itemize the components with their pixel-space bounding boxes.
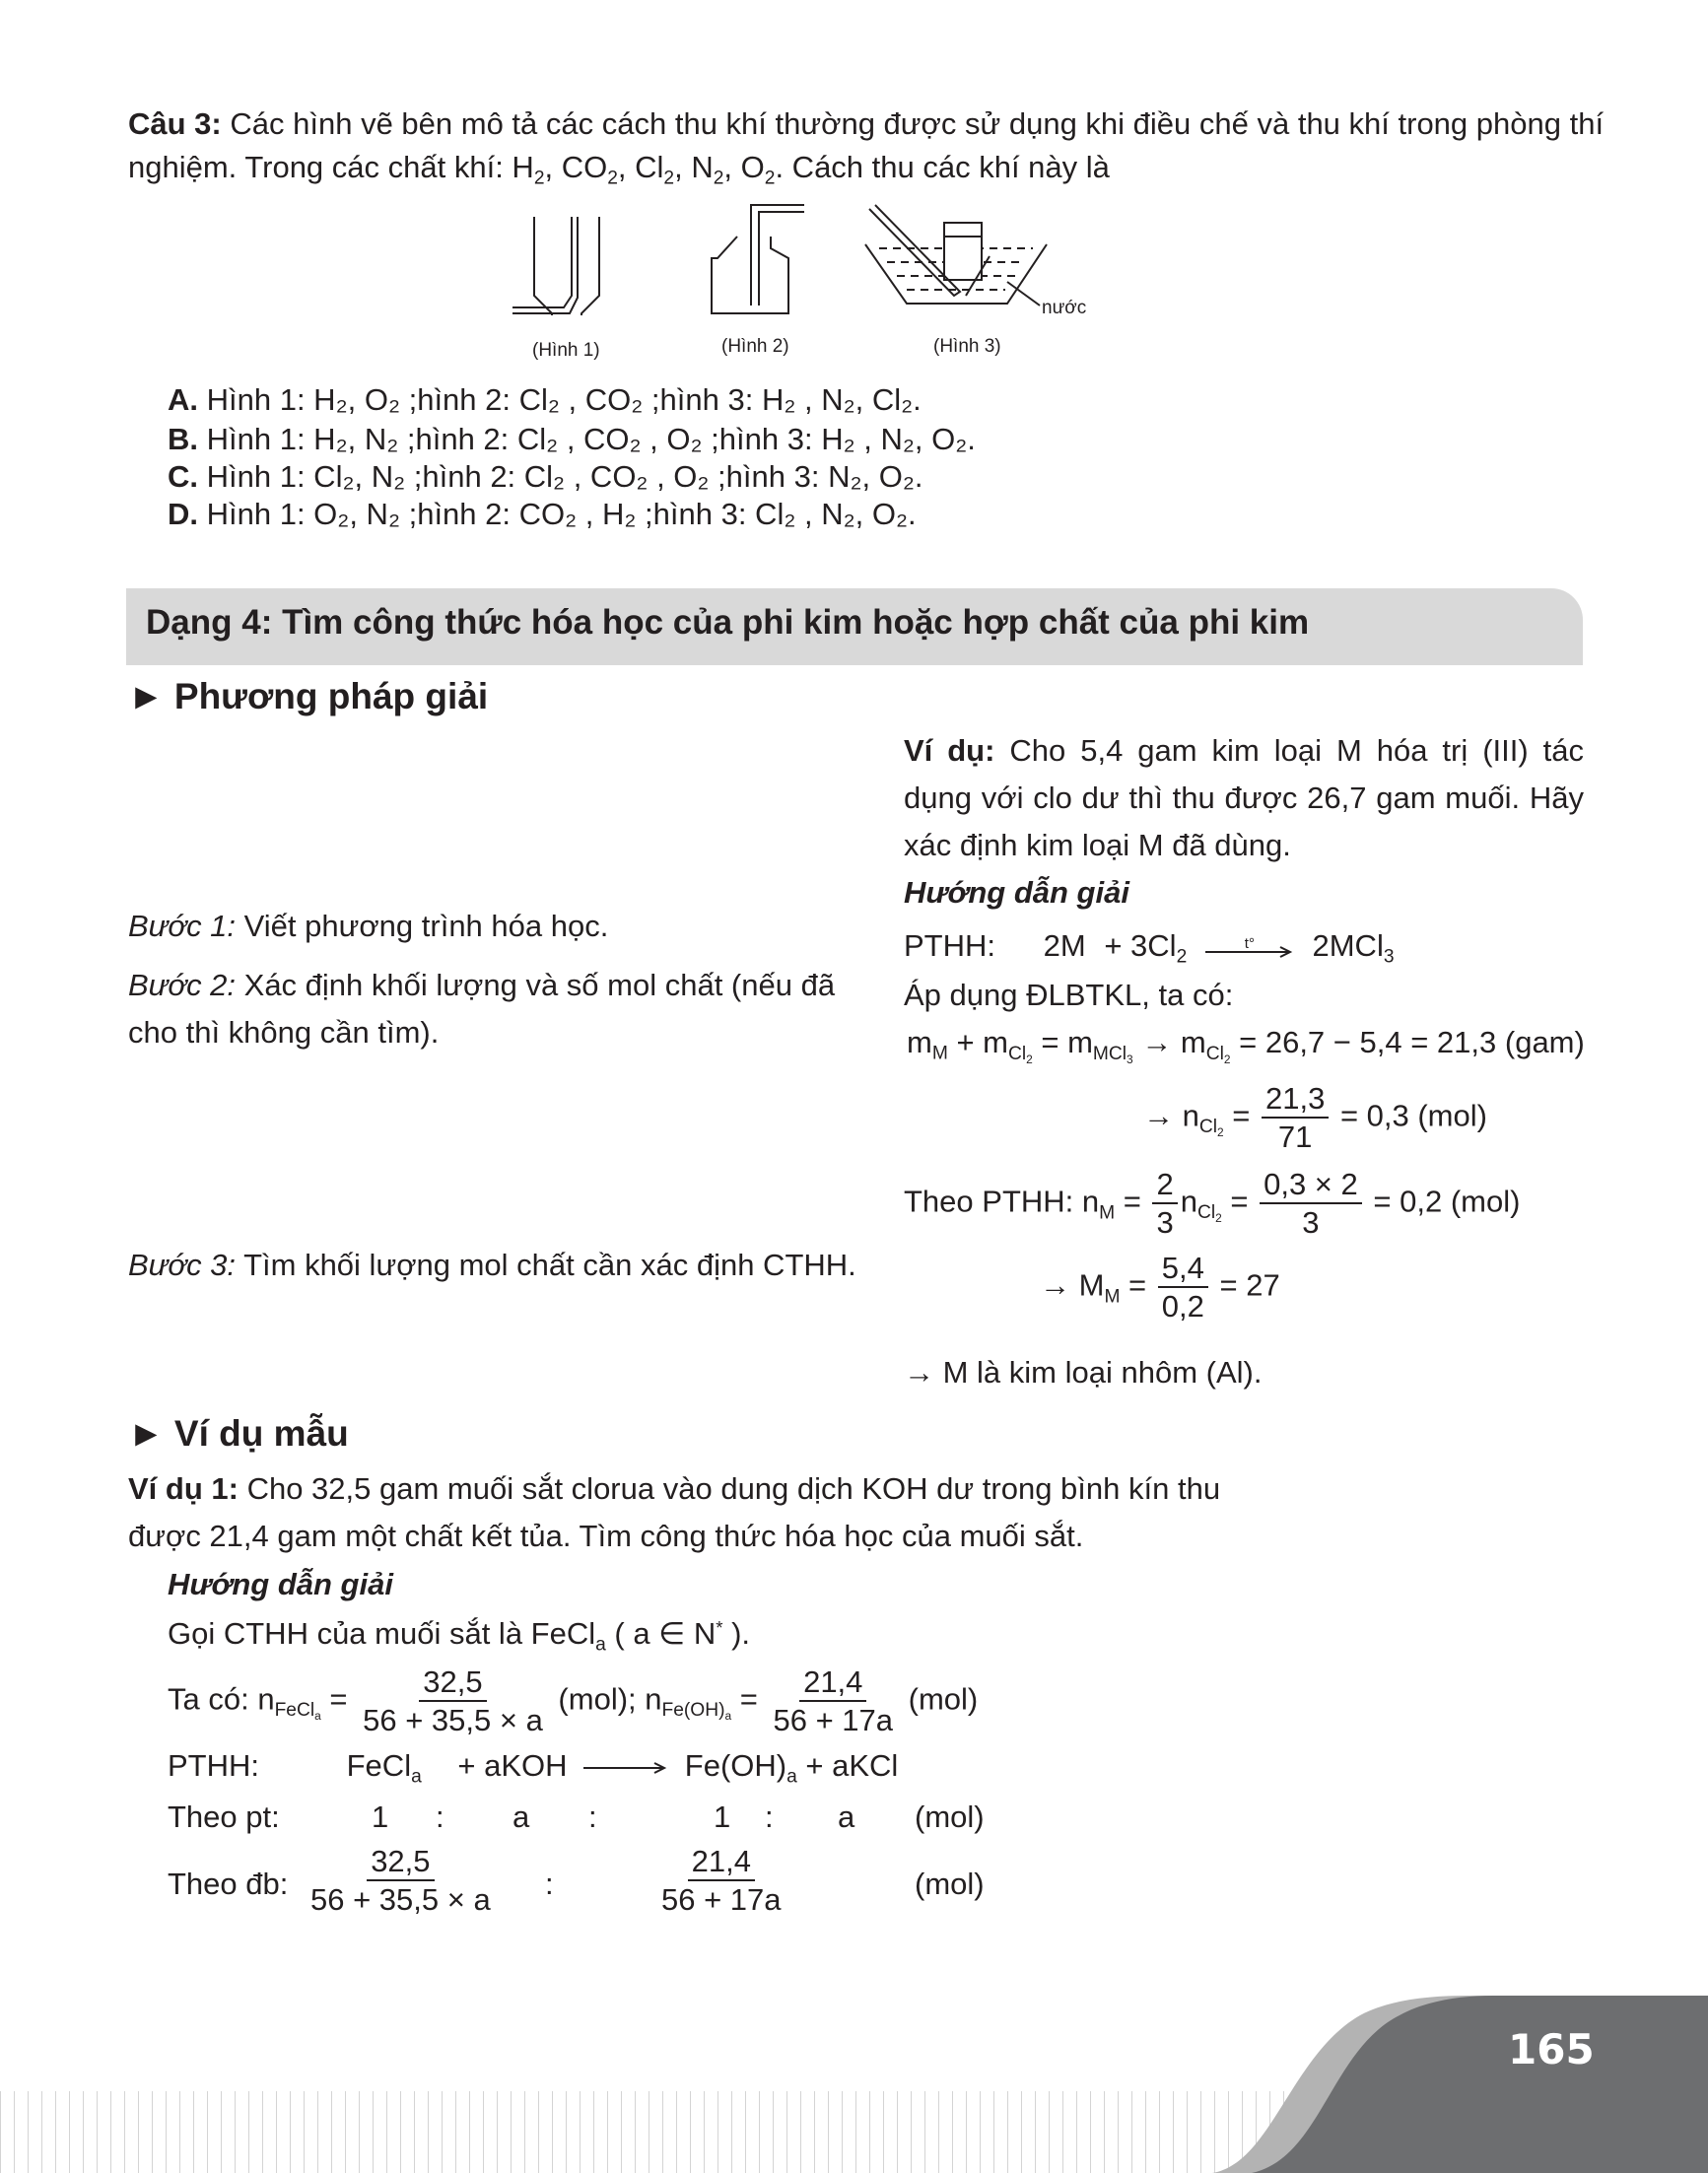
step-2-text: Xác định khối lượng và số mol chất (nếu đã cho thì không cần tìm). [128,968,836,1050]
sample-pthh-label: PTHH: [168,1748,259,1783]
sample-theo-pt-v6: : [765,1800,774,1834]
method-title: ► Phương pháp giải [128,676,489,716]
question-text-2: nghiệm. Trong các chất khí: H [128,150,534,184]
figure-3-label: (Hình 3) [933,336,1001,357]
theo-label: Theo PTHH: [904,1184,1074,1219]
example-molar-equation: → $M_M$ = $\frac{5,4}{0,2}$ = 27 [1040,1251,1280,1324]
example-pthh-label: PTHH: [904,928,995,963]
option-b-letter: B. [168,422,198,456]
figure-1-label: (Hình 1) [532,340,600,361]
figure-2-label: (Hình 2) [721,336,789,357]
sample-theo-pt-v4: : [588,1800,597,1834]
sample-n2-den: 56 + 17a [773,1703,894,1738]
sample-pthh: PTHH: FeCl$_a$ + aKOH $Fe(OH)_a$ + aKCl [168,1748,899,1788]
sample-theo-db-frac2 [654,1845,788,1917]
molar-result: = 27 [1219,1267,1280,1303]
mol-den: 71 [1277,1120,1313,1155]
sample-db-n2-num: 21,4 [688,1845,755,1881]
sample-theo-pt-unit: (mol) [915,1800,985,1834]
option-a[interactable] [168,382,922,418]
example-guide [904,875,1129,911]
sample-db-n1-num: 32,5 [367,1845,434,1881]
sample-theo-pt-v3: a [512,1800,530,1834]
option-d-letter: D. [168,497,198,531]
sample-guide-text: Hướng dẫn giải [168,1567,393,1601]
sample-theo-pt-v5: 1 [714,1800,731,1834]
option-d[interactable] [168,497,917,532]
sample-mol-unit-1: (mol) [908,1681,979,1717]
theo-frac-2-num: 0,3 × 2 [1260,1168,1362,1204]
option-d-text: Hình 1: O₂, N₂ ;hình 2: CO₂ , H₂ ;hình 3: Cl₂ , N₂, O₂. [206,497,917,531]
molar-den: 0,2 [1161,1289,1204,1324]
option-c-letter: C. [168,459,198,494]
sample-guide [168,1567,393,1602]
step-3 [128,1248,856,1283]
theo-frac-1-den: 3 [1156,1205,1174,1241]
sample-theo-db-unit: (mol) [915,1867,985,1901]
option-c-text: Hình 1: Cl₂, N₂ ;hình 2: Cl₂ , CO₂ , O₂ ;hình 3: N₂, O₂. [206,459,923,494]
sample-n2-frac [769,1665,897,1737]
sample-taco: Ta có: $n_{FeCl_a}$ = $\frac{32,5}{56 + 35,5 \times a}$ (mol); $n_{Fe(OH)_a}$ = $\frac{21,4}{56 + 17a}$ (mol) [168,1664,979,1738]
option-b[interactable] [168,422,976,457]
figure-1-jar-left [534,217,552,315]
sample-taco-label: Ta có: [168,1681,249,1717]
sample-goi: Gọi CTHH của muối sắt là FeCl$_a$ ( a ∈ N* ). [168,1616,751,1656]
sample-n1-frac [359,1665,547,1737]
sample-theo-db-label: Theo đb: [168,1867,289,1901]
theo-result: = 0,2 (mol) [1373,1184,1521,1219]
sample-db-n2-den: 56 + 17a [661,1882,782,1918]
sample-label: Ví dụ 1: [128,1471,239,1506]
sample-theo-pt-label: Theo pt: [168,1800,280,1834]
question-line-1 [128,106,1604,142]
option-c[interactable] [168,459,923,495]
reaction-condition: t° [1244,935,1255,953]
question-text-1: Các hình vẽ bên mô tả các cách thu khí thường được sử dụng khi điều chế và thu khí trong phòng thí [230,106,1605,141]
mol-num: 21,3 [1262,1082,1329,1119]
step-1 [128,909,608,944]
sample-line-1: Cho 32,5 gam muối sắt clorua vào dung dịch KOH dư trong bình kín thu [238,1471,1221,1506]
sample-theo-db-frac1 [304,1845,498,1917]
reaction-arrow [1205,936,1294,959]
question-line-2: nghiệm. Trong các chất khí: $H_2$, $CO_2$, $Cl_2$, $N_2$, $O_2$. Cách thu các khí này là [128,150,1110,189]
example-guide-text: Hướng dẫn giải [904,875,1129,910]
step-1-label: Bước 1: [128,909,237,943]
example-label: Ví dụ: [904,733,995,768]
sample-text-2: được 21,4 gam một chất kết tủa. Tìm công thức hóa học của muối sắt. [128,1519,1084,1553]
option-b-text: Hình 1: H₂, N₂ ;hình 2: Cl₂ , CO₂ , O₂ ;hình 3: H₂ , N₂, O₂. [206,422,976,456]
example-theo-equation: Theo PTHH: $n_M$ = $\frac{2}{3}$ $n_{Cl_2}$ = $\frac{0,3 \times 2}{3}$ = 0,2 (mol) [904,1167,1521,1241]
water-label: nước [1042,298,1087,318]
example-equation: PTHH: $2M + 3Cl_2$ t° 2MCl$_3$ [904,928,1395,968]
sample-goi-text: Gọi CTHH của muối sắt là FeCl [168,1616,596,1651]
sample-title: ► Ví dụ mẫu [128,1413,349,1454]
example-conclusion: → M là kim loại nhôm (Al). [904,1355,1263,1390]
mol-result: = 0,3 (mol) [1339,1098,1487,1133]
sample-theo-pt-v2: : [436,1800,444,1834]
example-text: Cho 5,4 gam kim loại M hóa trị (III) tác dụng với clo dư thì thu được 26,7 gam muối. Hãy xác định kim loại M đã dùng. [904,733,1584,862]
page-corner-shape [1212,1996,1708,2173]
option-a-text: Hình 1: H₂, O₂ ;hình 2: Cl₂ , CO₂ ;hình 3: H₂ , N₂, Cl₂. [206,382,922,417]
example-intro [904,727,1584,869]
section-header: Dạng 4: Tìm công thức hóa học của phi kim hoặc hợp chất của phi kim [146,603,1310,642]
question-text-2-end: . Cách thu các khí này là [775,150,1110,184]
sample-db-n1-den: 56 + 35,5 × a [310,1882,491,1918]
example-mol-equation: → $n_{Cl_2}$ = $\frac{21,3}{71}$ = 0,3 (mol) [1143,1081,1487,1155]
example-mass-equation: $m_M + m_{Cl_2} = m_{MCl_3} \to m_{Cl_2} = 26,7 - 5,4 = 21,3$ (gam) [907,1025,1585,1066]
molar-num: 5,4 [1158,1252,1208,1288]
step-1-text: Viết phương trình hóa học. [236,909,609,943]
molar-frac [1158,1252,1208,1324]
sample-n1-den: 56 + 35,5 × a [363,1703,543,1738]
step-3-text: Tìm khối lượng mol chất cần xác định CTHH. [236,1248,856,1282]
mol-fraction [1262,1082,1329,1154]
theo-frac-1-num: 2 [1152,1168,1177,1204]
theo-frac-2 [1260,1168,1362,1240]
step-2 [128,962,838,1056]
sample-text-1 [128,1471,1220,1507]
question-label: Câu 3: [128,106,222,141]
step-2-label: Bước 2: [128,968,237,1002]
sample-n2-num: 21,4 [799,1665,866,1702]
sample-theo-pt-v7: a [838,1800,855,1834]
theo-frac-1 [1152,1168,1177,1240]
sample-n1-num: 32,5 [419,1665,486,1702]
sample-theo-pt-v1: 1 [372,1800,389,1834]
page-number: 165 [1508,2025,1595,2073]
option-a-letter: A. [168,382,198,417]
mass-result: = 26,7 − 5,4 = 21,3 (gam) [1239,1025,1585,1059]
step-3-label: Bước 3: [128,1248,237,1282]
sample-theo-db-colon: : [545,1867,554,1901]
theo-frac-2-den: 3 [1302,1205,1320,1241]
example-dlbtkl: Áp dụng ĐLBTKL, ta có: [904,978,1234,1012]
